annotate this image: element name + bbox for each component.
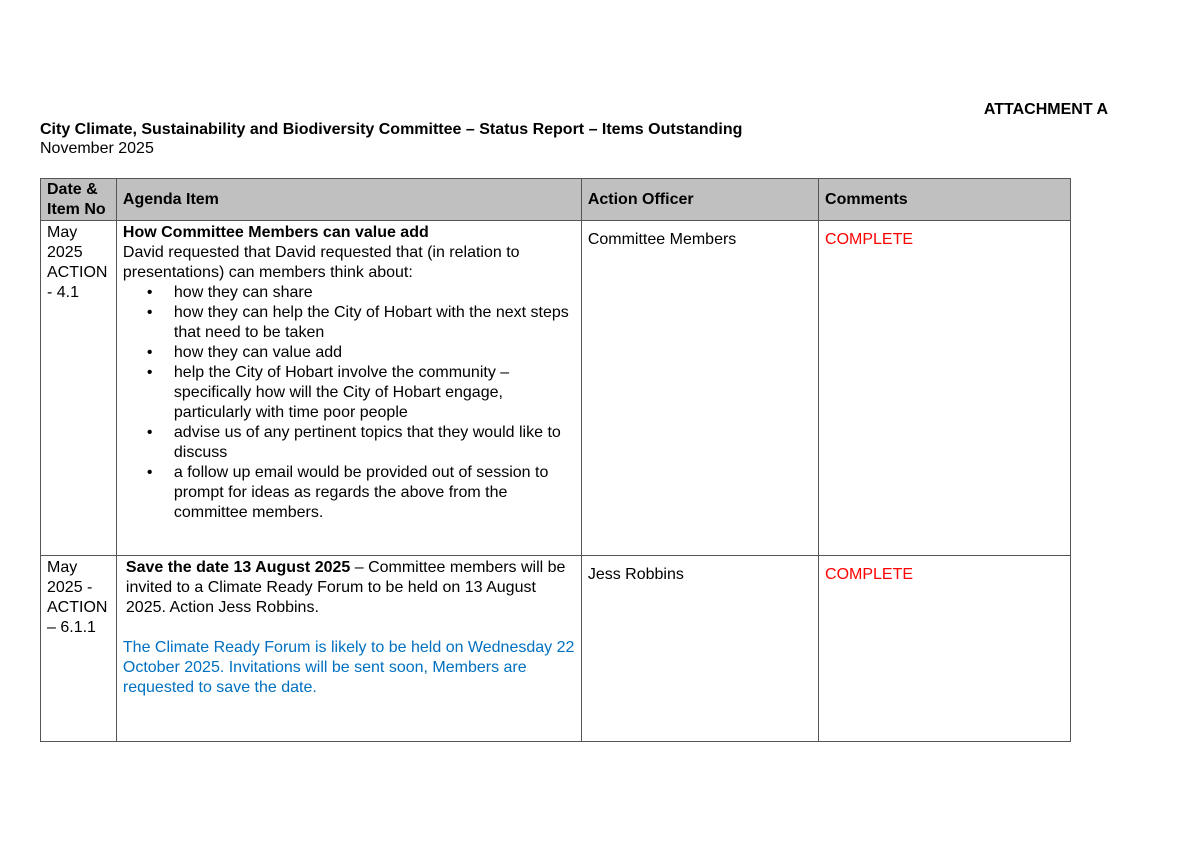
bullet-text: how they can value add: [173, 344, 343, 361]
row-officer: Jess Robbins: [581, 556, 818, 742]
report-title: City Climate, Sustainability and Biodiversity Committee – Status Report – Items Outstanding: [40, 121, 743, 138]
status-badge: COMPLETE: [819, 556, 1071, 742]
header-date-item: Date & Item No: [41, 179, 117, 221]
agenda-title: How Committee Members can value add: [122, 224, 429, 241]
agenda-intro: David requested that David requested that (in relation to presentations) can members think about:: [122, 244, 520, 281]
bullet-icon: •: [146, 364, 153, 381]
list-item: [147, 463, 575, 523]
bullet-icon: •: [146, 344, 153, 361]
list-item: [147, 283, 575, 303]
list-item: [147, 343, 575, 363]
agenda-bold-title: Save the date 13 August 2025: [125, 559, 351, 576]
bullet-text: how they can share: [173, 284, 313, 301]
table-row: [41, 556, 1071, 742]
row-agenda: [116, 221, 581, 556]
agenda-text: – Committee members will be invited to a Climate Ready Forum to be held on 13 August 2025. Action Jess Robbins.: [125, 559, 566, 616]
header-officer: Action Officer: [581, 179, 818, 221]
report-date: November 2025: [40, 140, 154, 157]
status-badge: COMPLETE: [819, 221, 1071, 556]
attachment-label: ATTACHMENT A: [983, 101, 1108, 118]
bullet-text: advise us of any pertinent topics that they would like to discuss: [173, 424, 561, 461]
status-table: [40, 178, 1071, 742]
bullet-icon: •: [146, 424, 153, 441]
table-header-row: [41, 179, 1071, 221]
bullet-text: how they can help the City of Hobart with the next steps that need to be taken: [173, 304, 569, 341]
agenda-bullet-list: [123, 283, 575, 523]
agenda-update: The Climate Ready Forum is likely to be held on Wednesday 22 October 2025. Invitations will be sent soon, Members are requested to save the date.: [122, 639, 575, 696]
row-agenda: [116, 556, 581, 742]
bullet-icon: •: [146, 304, 153, 321]
agenda-body: [123, 558, 575, 618]
list-item: [147, 423, 575, 463]
table-row: [41, 221, 1071, 556]
bullet-icon: •: [146, 464, 153, 481]
row-date-item: May 2025 - ACTION – 6.1.1: [41, 556, 117, 742]
bullet-text: help the City of Hobart involve the community – specifically how will the City of Hobart engage, particularly with time poor people: [173, 364, 510, 421]
row-officer: Committee Members: [581, 221, 818, 556]
bullet-text: a follow up email would be provided out of session to prompt for ideas as regards the above from the committee members.: [173, 464, 549, 521]
header-agenda: Agenda Item: [116, 179, 581, 221]
list-item: [147, 303, 575, 343]
list-item: [147, 363, 575, 423]
row-date-item: May 2025 ACTION - 4.1: [41, 221, 117, 556]
header-comments: Comments: [819, 179, 1071, 221]
bullet-icon: •: [146, 284, 153, 301]
